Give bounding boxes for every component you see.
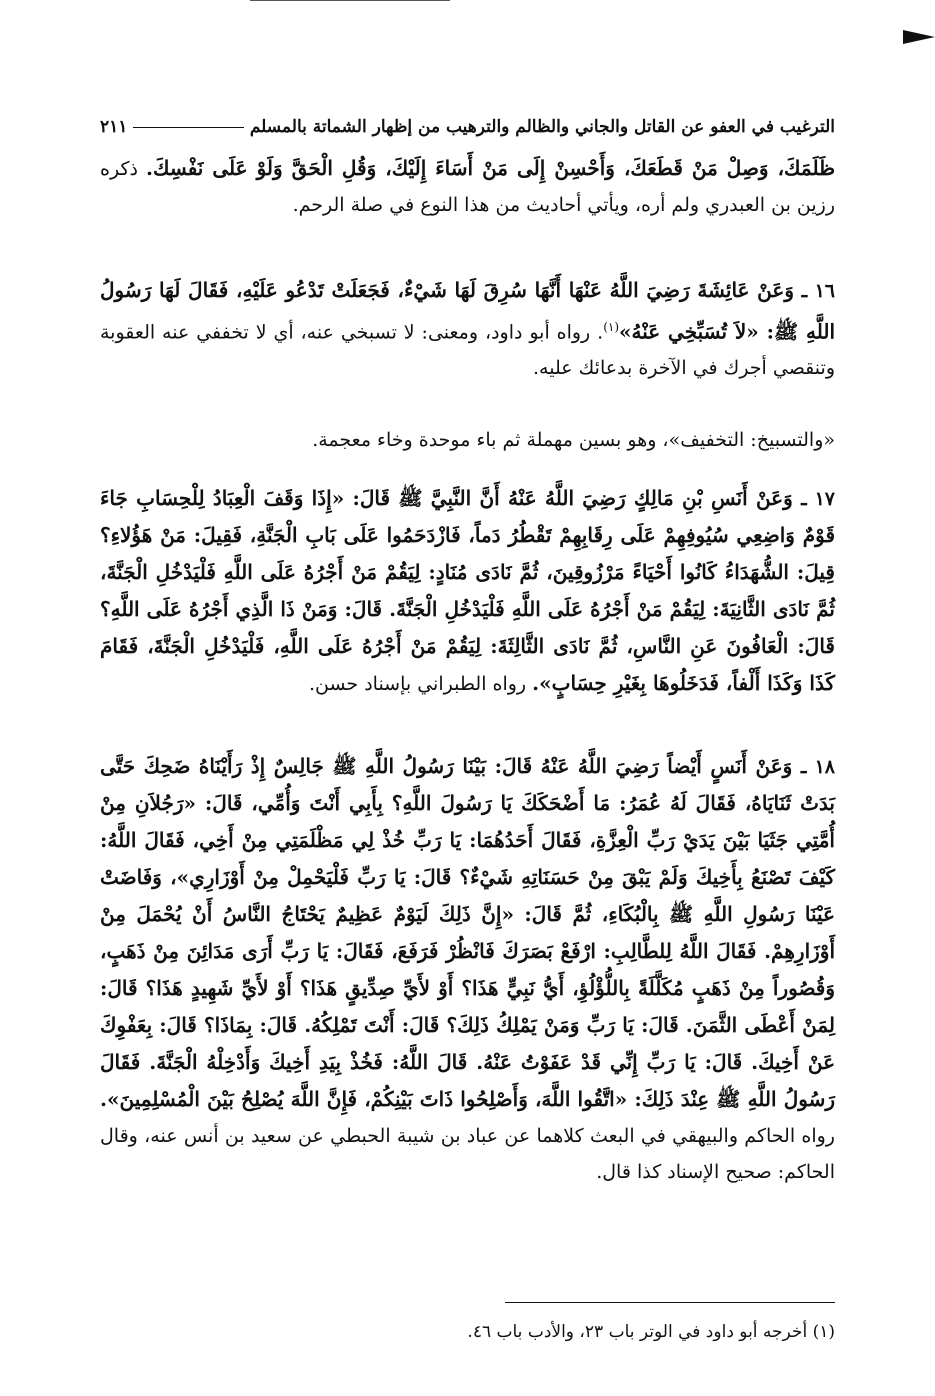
footnote-marker: (١) xyxy=(812,1322,835,1342)
corner-arrow-icon xyxy=(903,30,935,44)
top-scan-line xyxy=(250,0,450,1)
footnote-ref[interactable]: (١) xyxy=(603,320,620,334)
commentary-text: رواه الطبراني بإسناد حسن. xyxy=(308,673,533,695)
running-header xyxy=(100,112,835,142)
header-title: الترغيب في العفو عن القاتل والجاني والظالم والترهيب من إظهار الشماتة بالمسلم xyxy=(249,117,835,137)
commentary-text: رواه الحاكم والبيهقي في البعث كلاهما عن عباد بن شيبة الحبطي عن سعيد بن أنس عنه، وقال الحاكم: صحيح الإسناد كذا قال. xyxy=(100,1125,835,1183)
hadith-text: وَعَنْ عَائِشَةَ رَضِيَ اللَّهُ عَنْهَا أَنَّهَا سُرِقَ لَهَا شَيْءٌ، فَجَعَلَتْ تَدْعُو عَلَيْهِ، فَقَالَ لَهَا رَسُولُ اللَّهِ ﷺ: «لاَ تُسَبِّخِي عَنْهُ» xyxy=(100,278,835,344)
hadith-16 xyxy=(100,272,835,386)
footnote xyxy=(100,1318,835,1346)
commentary-text: . رواه أبو داود، ومعنى: لا تسبخي عنه، أي لا تخففي عنه العقوبة وتنقصي أجرك في الآخرة بدعائك عليه. xyxy=(100,321,835,380)
hadith-17 xyxy=(100,480,835,702)
hadith-number: ١٧ ـ xyxy=(801,488,835,510)
paragraph-continuation xyxy=(100,150,835,223)
hadith-number: ١٦ ـ xyxy=(801,280,835,302)
hadith-text: وَعَنْ أَنَسٍ أَيْضاً رَضِيَ اللَّهُ عَنْهُ قَالَ: بَيْنَا رَسُولُ اللَّهِ ﷺ جَالِسٌ إِذْ رَأَيْنَاهُ ضَحِكَ حَتَّى بَدَتْ ثَنَايَاهُ، فَقَالَ لَهُ عُمَرُ: مَا أَضْحَكَكَ يَا رَسُولَ اللَّهِ؟ بِأَبِي أَنْتَ وَأُمِّي، قَالَ: «رَجُلاَنِ مِنْ أُمَّتِي جَثَيَا بَيْنَ يَدَيْ رَبِّ الْعِزَّةِ، فَقَالَ أَحَدُهُمَا: يَا رَبِّ خُذْ لِي مَظْلَمَتِي مِنْ أَخِي، فَقَالَ اللَّهُ: كَيْفَ تَصْنَعُ بِأَخِيكَ وَلَمْ يَبْقَ مِنْ حَسَنَاتِهِ شَيْءٌ؟ قَالَ: يَا رَبِّ فَلْيَحْمِلْ مِنْ أَوْزَارِي»، وَفَاضَتْ عَيْنَا رَسُولِ اللَّهِ ﷺ بِالْبُكَاءِ، ثُمَّ قَالَ: «إِنَّ ذَلِكَ لَيَوْمٌ عَظِيمٌ يَحْتَاجُ النَّاسُ أَنْ يُحْمَلَ مِنْ أَوْزَارِهِمْ. فَقَالَ اللَّهُ لِلطَّالِبِ: ارْفَعْ بَصَرَكَ فَانْظُرْ فَرَفَعَ، فَقَالَ: يَا رَبِّ أَرَى مَدَائِنَ مِنْ ذَهَبٍ، وَقُصُوراً مِنْ ذَهَبٍ مُكَلَّلَةً بِاللُّؤْلُؤِ، أَيُّ نَبِيٍّ هَذَا؟ أَوْ لأَيِّ صِدِّيقٍ هَذَا؟ أَوْ لأَيِّ شَهِيدٍ هَذَا؟ قَالَ: لِمَنْ أَعْطَى الثَّمَنَ. قَالَ: يَا رَبِّ وَمَنْ يَمْلِكُ ذَلِكَ؟ قَالَ: أَنْتَ تَمْلِكُهُ. قَالَ: بِمَاذَا؟ قَالَ: بِعَفْوِكَ عَنْ أَخِيكَ. قَالَ: يَا رَبِّ إِنِّي قَدْ عَفَوْتُ عَنْهُ. قَالَ اللَّهُ: فَخُذْ بِيَدِ أَخِيكَ وَأَدْخِلْهُ الْجَنَّةَ. فَقَالَ رَسُولُ اللَّهِ ﷺ عِنْدَ ذَلِكَ: «اتَّقُوا اللَّهَ، وَأَصْلِحُوا ذَاتَ بَيْنِكُمْ، فَإِنَّ اللَّهَ يُصْلِحُ بَيْنَ الْمُسْلِمِينَ». xyxy=(100,754,835,1111)
commentary-text: ذكره رزين بن العبدري ولم أره، ويأتي أحاديث من هذا النوع في صلة الرحم. xyxy=(100,158,835,216)
footnote-divider xyxy=(505,1302,835,1303)
footnote-text: أخرجه أبو داود في الوتر باب ٢٣، والأدب باب ٤٦. xyxy=(467,1322,808,1342)
explanation-note xyxy=(100,422,835,458)
hadith-18 xyxy=(100,748,835,1190)
hadith-number: ١٨ ـ xyxy=(800,756,835,778)
header-rule xyxy=(133,127,243,128)
hadith-text: ظَلَمَكَ، وَصِلْ مَنْ قَطَعَكَ، وَأَحْسِنْ إِلَى مَنْ أَسَاءَ إِلَيْكَ، وَقُلِ الْحَقَّ وَلَوْ عَلَى نَفْسِكَ. xyxy=(146,156,836,180)
commentary-text: «والتسبيخ: التخفيف»، وهو بسين مهملة ثم باء موحدة وخاء معجمة. xyxy=(312,429,835,451)
page-number: ٢١١ xyxy=(100,117,128,137)
hadith-text: وَعَنْ أَنَسِ بْنِ مَالِكٍ رَضِيَ اللَّهُ عَنْهُ أَنَّ النَّبِيَّ ﷺ قَالَ: «إِذَا وَقَفَ الْعِبَادُ لِلْحِسَابِ جَاءَ قَوْمٌ وَاضِعِي سُيُوفِهِمْ عَلَى رِقَابِهِمْ تَقْطُرُ دَماً، فَازْدَحَمُوا عَلَى بَابِ الْجَنَّةِ، فَقِيلَ: مَنْ هَؤُلاءِ؟ قِيلَ: الشُّهَدَاءُ كَانُوا أَحْيَاءً مَرْزُوقِينَ، ثُمَّ نَادَى مُنَادٍ: لِيَقُمْ مَنْ أَجْرُهُ عَلَى اللَّهِ فَلْيَدْخُلِ الْجَنَّةَ، ثُمَّ نَادَى الثَّانِيَةَ: لِيَقُمْ مَنْ أَجْرُهُ عَلَى اللَّهِ فَلْيَدْخُلِ الْجَنَّةَ. قَالَ: وَمَنْ ذَا الَّذِي أَجْرُهُ عَلَى اللَّهِ؟ قَالَ: الْعَافُونَ عَنِ النَّاسِ، ثُمَّ نَادَى الثَّالِثَةَ: لِيَقُمْ مَنْ أَجْرُهُ عَلَى اللَّهِ، فَلْيَدْخُلِ الْجَنَّةَ، فَقَامَ كَذَا وَكَذَا أَلْفاً، فَدَخَلُوهَا بِغَيْرِ حِسَابٍ». xyxy=(100,486,835,695)
